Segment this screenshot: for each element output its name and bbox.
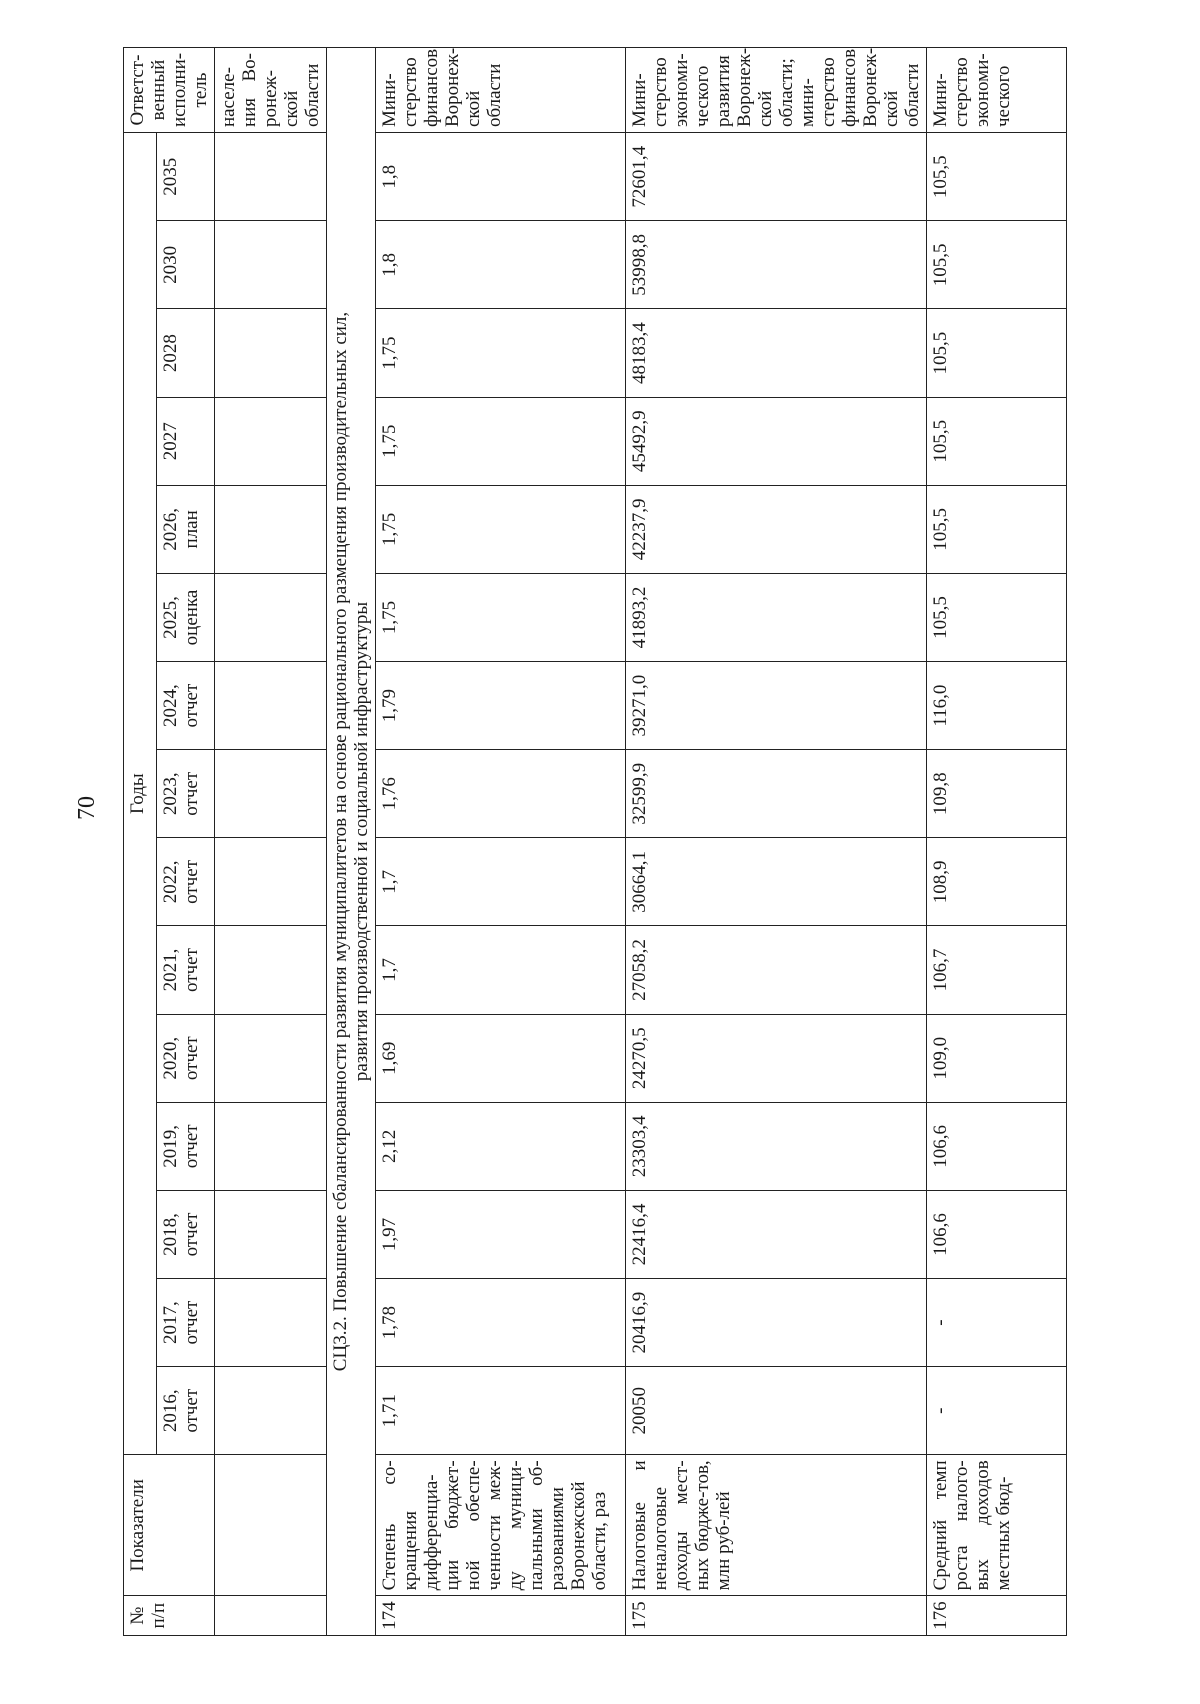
table-row (927, 48, 1067, 1636)
row-number: 174 (376, 1596, 626, 1636)
header-years-group: Годы (124, 133, 157, 1455)
responsible-cell: населе-ния Во-ронеж-ской области (215, 48, 327, 133)
value-cell: 45492,9 (626, 397, 927, 485)
value-cell: 105,5 (927, 397, 1067, 485)
value-cell: 1,7 (376, 838, 626, 926)
table-cell (215, 573, 327, 661)
header-year: 2018, отчет (157, 1190, 215, 1278)
section-title (327, 48, 376, 1636)
value-cell: 42237,9 (626, 485, 927, 573)
value-cell: - (927, 1279, 1067, 1367)
value-cell: 106,7 (927, 926, 1067, 1014)
header-row-1 (124, 48, 157, 1636)
indicator-name: Средний темп роста налого-вых доходов местных бюд- (927, 1455, 1067, 1596)
value-cell: 1,7 (376, 926, 626, 1014)
table-cell (215, 1190, 327, 1278)
value-cell: 105,5 (927, 221, 1067, 309)
table-cell (215, 838, 327, 926)
value-cell: 105,5 (927, 309, 1067, 397)
indicator-name: Налоговые и неналоговые доходы мест-ных бюдже-тов, млн руб-лей (626, 1455, 927, 1596)
header-year: 2027 (157, 397, 215, 485)
table-cell (215, 485, 327, 573)
value-cell: 24270,5 (626, 1014, 927, 1102)
header-row-2 (157, 48, 215, 1636)
indicators-table (123, 47, 1067, 1636)
header-responsible: Ответст-венный исполни-тель (124, 48, 215, 133)
value-cell: 53998,8 (626, 221, 927, 309)
table-row (626, 48, 927, 1636)
table-cell (215, 750, 327, 838)
value-cell: 72601,4 (626, 133, 927, 221)
header-year: 2020, отчет (157, 1014, 215, 1102)
table-cell (215, 221, 327, 309)
table-cell (215, 1014, 327, 1102)
value-cell: 1,75 (376, 573, 626, 661)
value-cell: 1,97 (376, 1190, 626, 1278)
table-cell (215, 309, 327, 397)
page-number: 70 (74, 796, 100, 820)
responsible-cell: Мини-стерство экономи-ческого развития Воронеж-ской области; мини-стерство финансов Воронеж-ской области (626, 48, 927, 133)
value-cell: 30664,1 (626, 838, 927, 926)
header-year: 2026, план (157, 485, 215, 573)
header-year: 2035 (157, 133, 215, 221)
value-cell: 1,8 (376, 221, 626, 309)
continuation-row (215, 48, 327, 1636)
table-row (376, 48, 626, 1636)
table-cell (215, 133, 327, 221)
value-cell: 108,9 (927, 838, 1067, 926)
row-number: 175 (626, 1596, 927, 1636)
value-cell: 1,78 (376, 1279, 626, 1367)
value-cell: 109,0 (927, 1014, 1067, 1102)
section-title-line-2: развития производственной и социальной инфраструктуры (351, 601, 372, 1082)
indicator-name: Степень со-кращения дифференциа-ции бюджет-ной обеспе-ченности меж-ду муници-пальными об-разованиями Воронежской области, раз (376, 1455, 626, 1596)
value-cell: 20416,9 (626, 1279, 927, 1367)
header-year: 2017, отчет (157, 1279, 215, 1367)
value-cell: 109,8 (927, 750, 1067, 838)
value-cell: 22416,4 (626, 1190, 927, 1278)
value-cell: 27058,2 (626, 926, 927, 1014)
section-row (327, 48, 376, 1636)
section-title-line-1: СЦ3.2. Повышение сбалансированности развития муниципалитетов на основе рационального размещения производительных сил, (330, 311, 351, 1372)
value-cell: 1,79 (376, 662, 626, 750)
table-cell (215, 926, 327, 1014)
value-cell: 105,5 (927, 485, 1067, 573)
header-year: 2019, отчет (157, 1102, 215, 1190)
responsible-cell: Мини-стерство финансов Воронеж-ской области (376, 48, 626, 133)
value-cell: 39271,0 (626, 662, 927, 750)
value-cell: 2,12 (376, 1102, 626, 1190)
table-cell (215, 662, 327, 750)
header-year: 2023, отчет (157, 750, 215, 838)
value-cell: 105,5 (927, 573, 1067, 661)
table-cell (215, 1102, 327, 1190)
row-number: 176 (927, 1596, 1067, 1636)
header-year: 2016, отчет (157, 1367, 215, 1455)
responsible-cell: Мини-стерство экономи-ческого (927, 48, 1067, 133)
header-year: 2025, оценка (157, 573, 215, 661)
table-cell (215, 397, 327, 485)
value-cell: 32599,9 (626, 750, 927, 838)
data-rows (376, 48, 1067, 1636)
value-cell: 105,5 (927, 133, 1067, 221)
value-cell: 1,76 (376, 750, 626, 838)
header-year: 2024, отчет (157, 662, 215, 750)
header-year: 2028 (157, 309, 215, 397)
value-cell: 1,71 (376, 1367, 626, 1455)
value-cell: 1,75 (376, 397, 626, 485)
header-year: 2021, отчет (157, 926, 215, 1014)
rotated-page (98, 0, 1200, 1636)
value-cell: - (927, 1367, 1067, 1455)
table-cell (215, 1596, 327, 1636)
header-indicator: Показатели (124, 1455, 215, 1596)
header-num: № п/п (124, 1596, 215, 1636)
value-cell: 41893,2 (626, 573, 927, 661)
value-cell: 48183,4 (626, 309, 927, 397)
value-cell: 23303,4 (626, 1102, 927, 1190)
value-cell: 106,6 (927, 1190, 1067, 1278)
value-cell: 106,6 (927, 1102, 1067, 1190)
header-year: 2030 (157, 221, 215, 309)
value-cell: 116,0 (927, 662, 1067, 750)
value-cell: 20050 (626, 1367, 927, 1455)
table-cell (215, 1279, 327, 1367)
header-year: 2022, отчет (157, 838, 215, 926)
value-cell: 1,69 (376, 1014, 626, 1102)
table-cell (215, 1367, 327, 1455)
table-cell (215, 1455, 327, 1596)
value-cell: 1,8 (376, 133, 626, 221)
value-cell: 1,75 (376, 309, 626, 397)
value-cell: 1,75 (376, 485, 626, 573)
